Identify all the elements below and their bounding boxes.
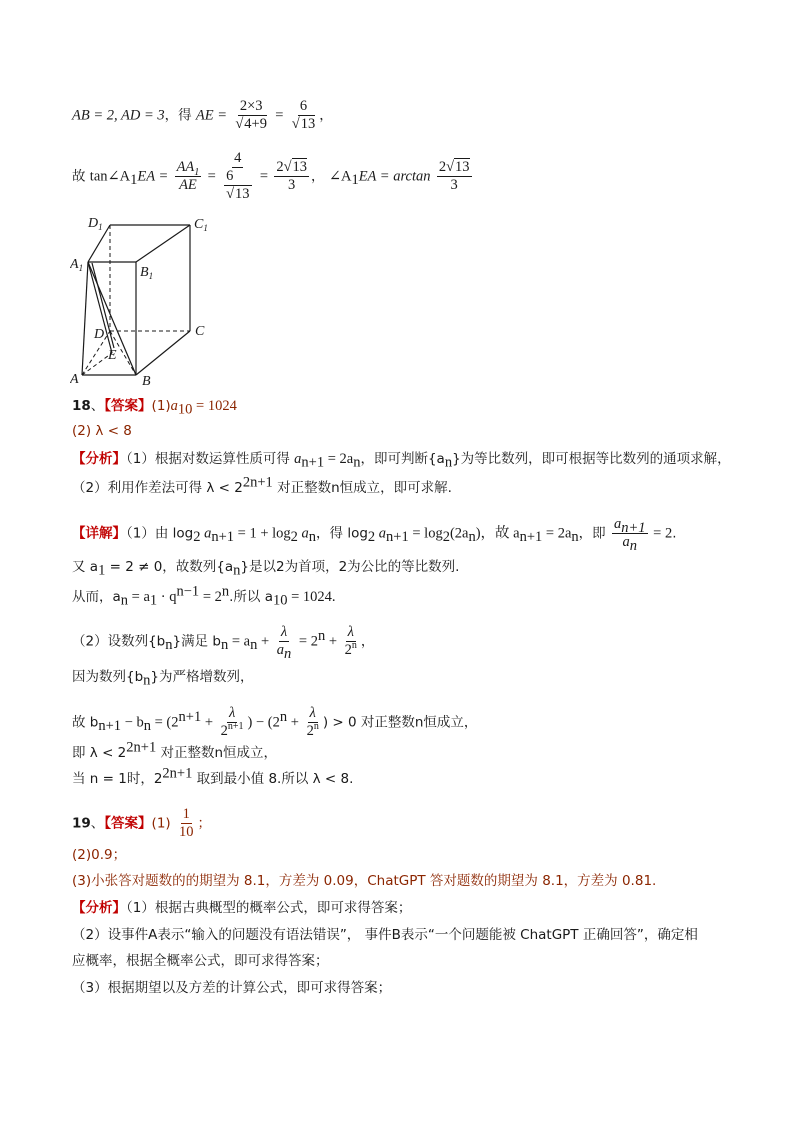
edge-a1a bbox=[82, 262, 88, 375]
q19-answer-3: (3)小张答对题数的的期望为 8.1，方差为 0.09，ChatGPT 答对题数的期望为 8.1，方差为 0.81. bbox=[72, 873, 657, 889]
ae-fraction: $\frac{2\times 3}{√4+9}$ bbox=[235, 98, 267, 132]
tan-result: $\frac{2√13}{3}$ bbox=[276, 159, 308, 193]
q18-answer-2: (2) λ < 8 bbox=[72, 423, 132, 439]
edge-bc bbox=[136, 331, 190, 375]
q18-analysis-1: 【分析】（1）根据对数运算性质可得 $a_{n+1} = 2a_n$，即可判断$\{a_n\}$为等比数列，即可根据等比数列的通项求解， bbox=[72, 451, 731, 471]
analysis-tag: 【分析】 bbox=[72, 451, 126, 467]
label-a1: $A_1$ bbox=[70, 257, 84, 273]
q18-detail-1: 【详解】（1）由 $\log_2 a_{n+1} = 1 + \log_2 a_n$，得 $\log_2 a_{n+1} = \log_2(2a_n)$，故 $a_{n+1} = 2a_n$，即 $\frac{a_{n+1}}{a_n}$ = 2. bbox=[72, 516, 677, 554]
q19-answer-line: 19、【答案】(1) $\frac{1}{10}$ ； bbox=[72, 806, 211, 840]
q18-detail-5: 因为数列$\{b_n\}$为严格增数列， bbox=[72, 669, 254, 689]
q18-detail-7: 即 $\lambda < 2^{2n+1}$ 对正整数n恒成立， bbox=[72, 739, 278, 761]
q18-answer-line: 18、【答案】$(1)a_{10} = 1024$ bbox=[72, 398, 237, 418]
q19-fraction: $\frac{1}{10}$ bbox=[178, 806, 194, 840]
label-c: C bbox=[195, 324, 205, 339]
label-c1: $C_1$ bbox=[194, 217, 208, 233]
q18-detail-4: （2）设数列$\{b_n\}$满足 $b_n = a_n$ + $\frac{\lambda}{a_n}$ = $2^n$ + $\frac{\lambda}{2^n}$ ， bbox=[72, 624, 375, 662]
arctan-arg: $\frac{2√13}{3}$ bbox=[438, 159, 470, 193]
label-e: E bbox=[108, 348, 117, 363]
q19-answer-2: (2)0.9； bbox=[72, 847, 127, 863]
answer-tag: 【答案】 bbox=[104, 398, 152, 414]
ab-ad-value: AB = 2, AD = 3 bbox=[72, 107, 165, 124]
label-b1: $B_1$ bbox=[140, 265, 154, 281]
q19-analysis-1: 【分析】（1）根据古典概型的概率公式，即可求得答案； bbox=[72, 900, 412, 916]
q18-detail-8: 当 n = 1时，$2^{2n+1}$ 取到最小值 8.所以 λ < 8. bbox=[72, 765, 354, 787]
q18-detail-3: 从而，$a_n = a_1 \cdot q^{n-1} = 2^n$.所以 $a_{10} = 1024$. bbox=[72, 583, 336, 609]
label-a: A bbox=[70, 372, 79, 387]
six-over-sqrt13: $\frac{6}{√13}$ bbox=[291, 98, 316, 132]
aa1-over-ae: $\frac{AA_1}{AE}$ bbox=[176, 159, 200, 193]
label-b: B bbox=[142, 374, 151, 387]
tan-line: 故 $\tan\angle A_1EA$ = $\frac{AA_1}{AE}$ = $\frac{4}{\frac{6}{√13}}$ = $\frac{2√13}{3}$ ， $\angle A_1EA = \arctan$ $\frac{2√13}{3}$ bbox=[72, 150, 470, 202]
q18-analysis-2: （2）利用作差法可得 $\lambda < 2^{2n+1}$ 对正整数n恒成立，即可求解. bbox=[72, 474, 452, 496]
edge-b1c1 bbox=[136, 225, 190, 262]
q19-analysis-3: （3）根据期望以及方差的计算公式，即可求得答案； bbox=[72, 980, 392, 996]
ratio-fraction: $\frac{a_{n+1}}{a_n}$ bbox=[613, 516, 646, 554]
label-d1: $D_1$ bbox=[88, 216, 103, 232]
prism-figure bbox=[70, 207, 220, 387]
q18-detail-2: 又 $a_1 = 2 \ne 0$，故数列$\{a_n\}$是以2为首项，2为公比的等比数列. bbox=[72, 559, 460, 579]
q18-number: 18 bbox=[72, 398, 91, 414]
q19-analysis-2a: （2）设事件A表示“输入的问题没有语法错误”， 事件B表示“一个问题能被 ChatGPT 正确回答”，确定相 bbox=[72, 927, 698, 943]
q19-analysis-2b: 应概率，根据全概率公式，即可求得答案； bbox=[72, 953, 329, 969]
detail-tag: 【详解】 bbox=[72, 525, 126, 542]
q18-detail-6: 故 $b_{n+1} - b_n = (2^{n+1}$ + $\frac{\lambda}{2^{n+1}}$ ) − ($2^n$ + $\frac{\lambda}{2^n}$ ) > 0 对正整数n恒成立， bbox=[72, 705, 478, 739]
label-d: D bbox=[94, 327, 105, 342]
ae-line: AB = 2, AD = 3，得 AE = $\frac{2\times 3}{√4+9}$ = $\frac{6}{√13}$ ， bbox=[72, 98, 333, 132]
four-over-fraction: $\frac{4}{\frac{6}{√13}}$ bbox=[226, 150, 250, 202]
q19-number: 19 bbox=[72, 815, 91, 832]
